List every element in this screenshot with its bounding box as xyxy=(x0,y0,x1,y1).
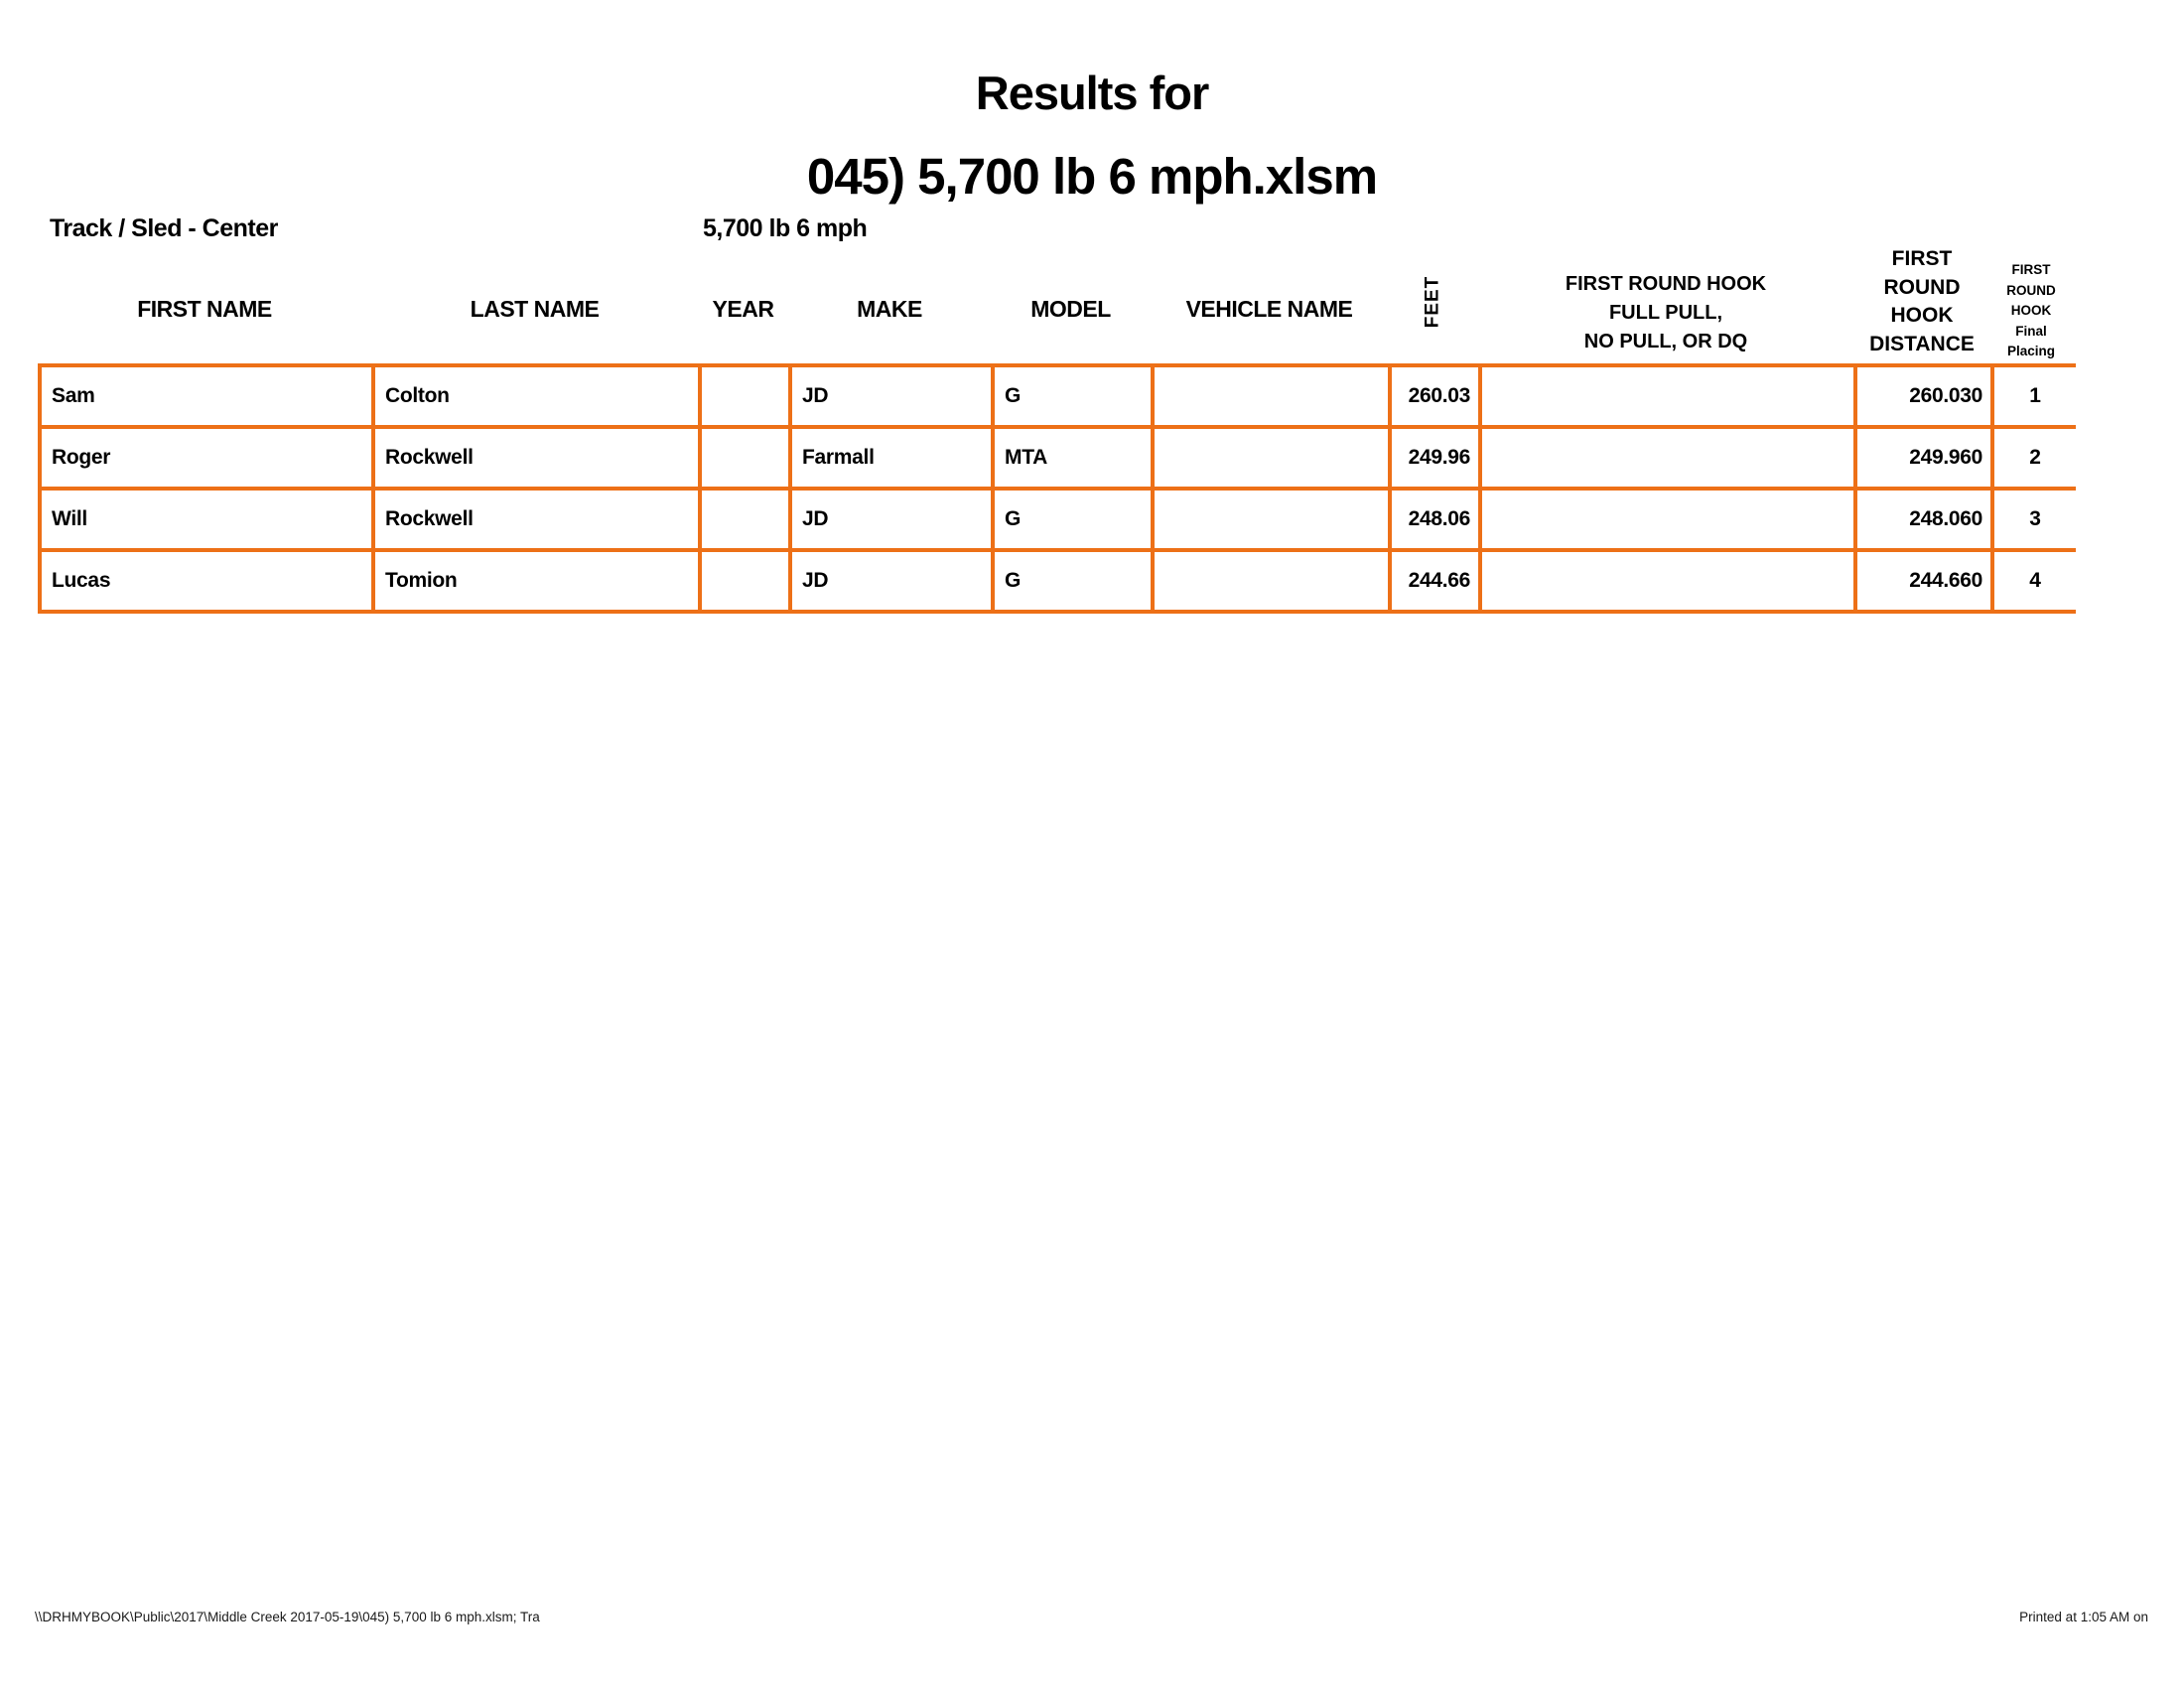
cell-last-name: Rockwell xyxy=(375,429,702,491)
cell-vehicle-name xyxy=(1155,491,1392,552)
cell-year xyxy=(702,367,792,429)
cell-feet: 244.66 xyxy=(1392,552,1482,614)
feet-label: FEET xyxy=(1422,275,1443,329)
cell-vehicle-name xyxy=(1155,552,1392,614)
column-header-year: YEAR xyxy=(712,296,774,322)
cell-first-name: Will xyxy=(42,491,375,552)
report-subtitle-filename: 045) 5,700 lb 6 mph.xlsm xyxy=(806,148,1378,205)
hook-distance-line-4: DISTANCE xyxy=(1869,332,1975,355)
column-header-first-round-hook-distance xyxy=(1853,245,1990,358)
column-header-model: MODEL xyxy=(1030,296,1111,322)
cell-make: JD xyxy=(792,552,995,614)
column-header-first-name: FIRST NAME xyxy=(137,296,272,322)
hook-placing-line-5: Placing xyxy=(2006,344,2055,358)
column-header-first-round-hook-result xyxy=(1478,270,1853,356)
hook-result-line-3: NO PULL, OR DQ xyxy=(1583,331,1748,352)
cell-hook-placing: 3 xyxy=(1994,491,2076,552)
column-header-last-name: LAST NAME xyxy=(470,296,600,322)
column-header-make: MAKE xyxy=(857,296,922,322)
cell-feet: 248.06 xyxy=(1392,491,1482,552)
hook-placing-line-1: FIRST xyxy=(2011,262,2051,277)
cell-hook-result xyxy=(1482,552,1857,614)
cell-hook-placing: 2 xyxy=(1994,429,2076,491)
cell-year xyxy=(702,552,792,614)
cell-make: Farmall xyxy=(792,429,995,491)
cell-vehicle-name xyxy=(1155,367,1392,429)
cell-first-name: Sam xyxy=(42,367,375,429)
cell-model: G xyxy=(995,552,1155,614)
cell-hook-result xyxy=(1482,491,1857,552)
cell-make: JD xyxy=(792,491,995,552)
hook-result-line-2: FULL PULL, xyxy=(1608,302,1723,324)
cell-hook-result xyxy=(1482,429,1857,491)
cell-model: MTA xyxy=(995,429,1155,491)
cell-model: G xyxy=(995,367,1155,429)
hook-result-line-1: FIRST ROUND HOOK xyxy=(1565,273,1767,295)
cell-last-name: Rockwell xyxy=(375,491,702,552)
cell-year xyxy=(702,429,792,491)
results-table xyxy=(38,363,2076,614)
hook-distance-line-2: ROUND xyxy=(1883,275,1961,299)
footer-file-path: \\DRHMYBOOK\Public\2017\Middle Creek 2017-05-19\045) 5,700 lb 6 mph.xlsm; Tra xyxy=(35,1610,540,1624)
cell-hook-distance: 249.960 xyxy=(1857,429,1994,491)
cell-hook-distance: 248.060 xyxy=(1857,491,1994,552)
cell-feet: 260.03 xyxy=(1392,367,1482,429)
cell-year xyxy=(702,491,792,552)
hook-distance-line-3: HOOK xyxy=(1890,304,1954,327)
cell-first-name: Roger xyxy=(42,429,375,491)
report-title: Results for xyxy=(975,67,1209,119)
column-header-feet-rotated xyxy=(1388,246,1478,357)
cell-first-name: Lucas xyxy=(42,552,375,614)
hook-placing-line-3: HOOK xyxy=(2010,303,2052,318)
cell-vehicle-name xyxy=(1155,429,1392,491)
cell-hook-distance: 260.030 xyxy=(1857,367,1994,429)
column-header-vehicle-name: VEHICLE NAME xyxy=(1185,296,1353,322)
column-header-first-round-hook-final-placing xyxy=(1990,260,2072,362)
hook-placing-line-4: Final xyxy=(2015,323,2047,339)
cell-model: G xyxy=(995,491,1155,552)
hook-distance-line-1: FIRST xyxy=(1891,247,1953,270)
cell-last-name: Colton xyxy=(375,367,702,429)
cell-make: JD xyxy=(792,367,995,429)
cell-hook-distance: 244.660 xyxy=(1857,552,1994,614)
hook-placing-line-2: ROUND xyxy=(2006,282,2056,298)
weight-class-label: 5,700 lb 6 mph xyxy=(703,214,868,242)
track-sled-label: Track / Sled - Center xyxy=(50,214,278,242)
cell-last-name: Tomion xyxy=(375,552,702,614)
cell-hook-result xyxy=(1482,367,1857,429)
cell-hook-placing: 4 xyxy=(1994,552,2076,614)
cell-feet: 249.96 xyxy=(1392,429,1482,491)
cell-hook-placing: 1 xyxy=(1994,367,2076,429)
footer-printed-timestamp: Printed at 1:05 AM on xyxy=(2019,1610,2148,1624)
